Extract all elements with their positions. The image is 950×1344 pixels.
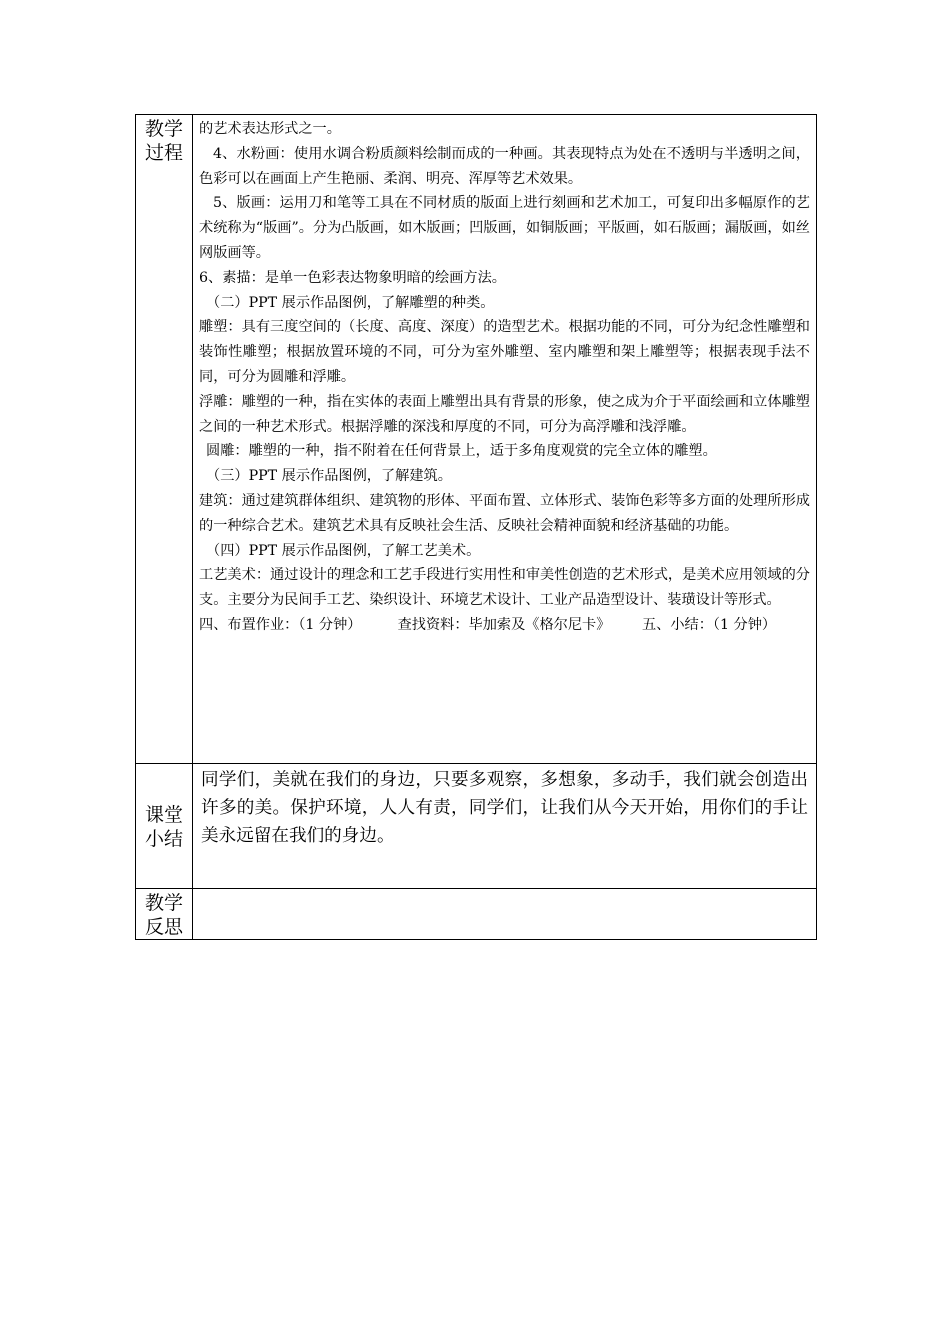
process-paragraph: 浮雕：雕塑的一种，指在实体的表面上雕塑出具有背景的形象，使之成为介于平面绘画和立体雕塑之间的一种艺术形式。根据浮雕的深浅和厚度的不同，可分为高浮雕和浅浮雕。: [199, 393, 810, 435]
teaching-reflection-label-cell: [136, 889, 193, 940]
class-summary-label-cell: [136, 764, 193, 889]
process-paragraph: 雕塑：具有三度空间的（长度、高度、深度）的造型艺术。根据功能的不同，可分为纪念性雕塑和装饰性雕塑；根据放置环境的不同，可分为室外雕塑、室内雕塑和架上雕塑等；根据表现手法不同，可分为圆雕和浮雕。: [199, 319, 810, 385]
lesson-plan-table: [135, 114, 817, 940]
process-paragraph: 5、版画：运用刀和笔等工具在不同材质的版面上进行刻画和艺术加工，可复印出多幅原作的艺术统称为“版画”。分为凸版画，如木版画；凹版画，如铜版画；平版画，如石版画；漏版画，如丝网版画等。: [199, 195, 810, 261]
teaching-process-label: 教学过程: [144, 118, 183, 164]
teaching-process-label-cell: [136, 115, 193, 764]
teaching-reflection-content: [193, 889, 817, 940]
process-paragraph: （四）PPT 展示作品图例，了解工艺美术。: [206, 542, 481, 559]
class-summary-label: 课堂小结: [144, 804, 183, 850]
teaching-process-row: [136, 115, 817, 764]
teaching-reflection-label: 教学反思: [144, 892, 183, 938]
teaching-process-content: [193, 115, 817, 764]
process-paragraph: 工艺美术：通过设计的理念和工艺手段进行实用性和审美性创造的艺术形式，是美术应用领域的分支。主要分为民间手工艺、染织设计、环境艺术设计、工业产品造型设计、装璜设计等形式。: [199, 567, 810, 609]
class-summary-row: [136, 764, 817, 889]
process-paragraph: （三）PPT 展示作品图例，了解建筑。: [206, 468, 452, 485]
homework-line: 四、布置作业：（1 分钟） 查找资料：毕加索及《格尔尼卡》 五、小结：（1 分钟）: [199, 616, 777, 633]
process-paragraph: （二）PPT 展示作品图例，了解雕塑的种类。: [206, 294, 495, 311]
class-summary-text: 同学们，美就在我们的身边，只要多观察，多想象，多动手，我们就会创造出许多的美。保护环境，人人有责，同学们，让我们从今天开始，用你们的手让美永远留在我们的身边。: [201, 770, 808, 846]
process-paragraph: 4、水粉画：使用水调合粉质颜料绘制而成的一种画。其表现特点为处在不透明与半透明之间，色彩可以在画面上产生艳丽、柔润、明亮、浑厚等艺术效果。: [199, 145, 810, 187]
process-paragraph: 建筑：通过建筑群体组织、建筑物的形体、平面布置、立体形式、装饰色彩等多方面的处理所形成的一种综合艺术。建筑艺术具有反映社会生活、反映社会精神面貌和经济基础的功能。: [199, 492, 810, 534]
class-summary-content: [193, 764, 817, 889]
process-paragraph: 的艺术表达形式之一。: [199, 121, 341, 137]
process-paragraph: 圆雕：雕塑的一种，指不附着在任何背景上，适于多角度观赏的完全立体的雕塑。: [206, 443, 717, 460]
teaching-reflection-row: [136, 889, 817, 940]
process-paragraph: 6、素描：是单一色彩表达物象明暗的绘画方法。: [199, 269, 506, 286]
